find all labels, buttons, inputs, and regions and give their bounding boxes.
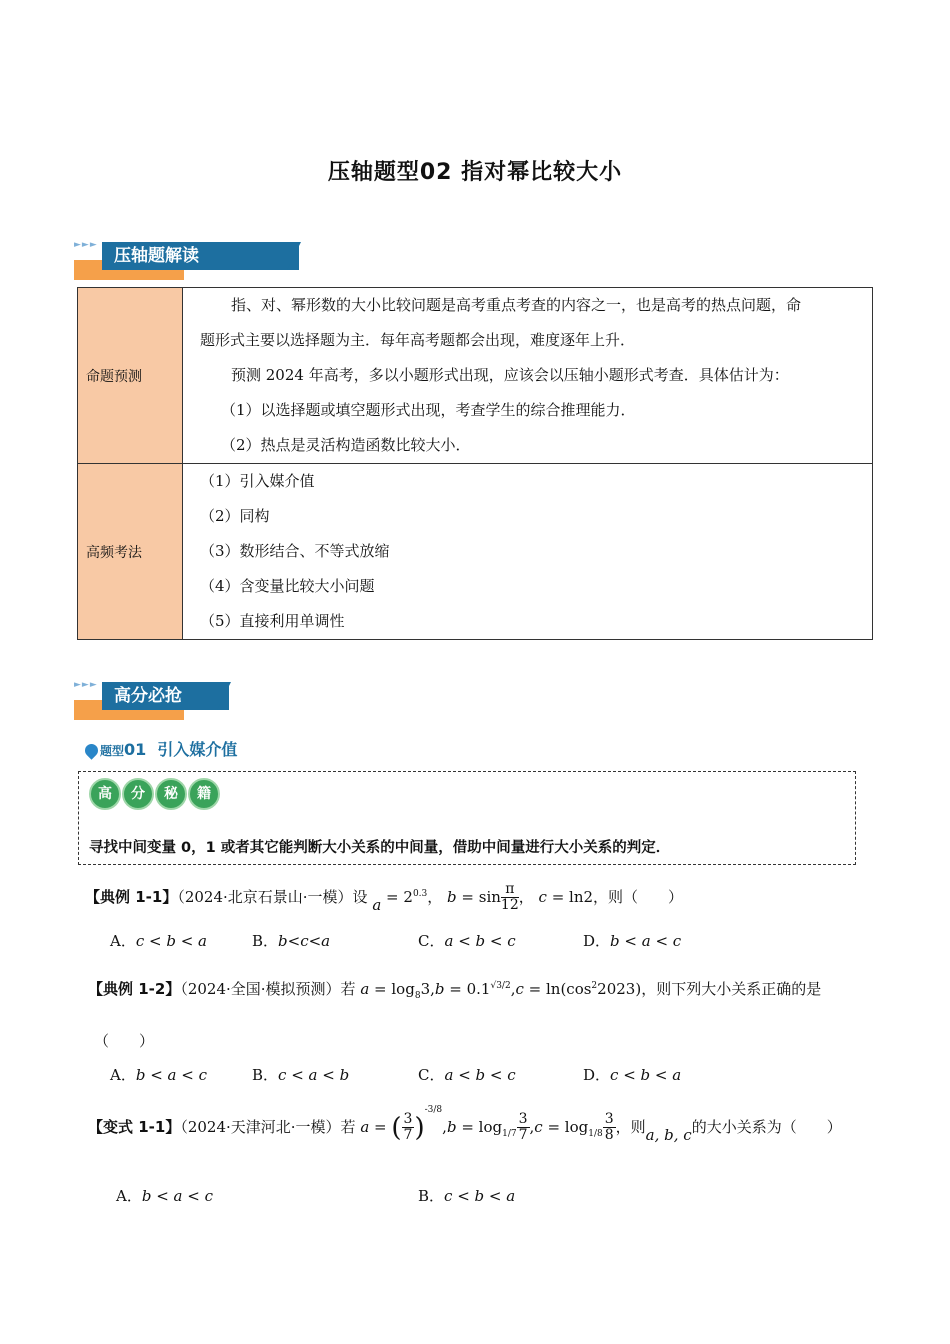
- option-c[interactable]: C．a < b < c: [418, 932, 516, 950]
- arrow-dots-icon: ►►►: [74, 680, 98, 690]
- option-d[interactable]: D．b < a < c: [583, 932, 682, 950]
- table-line: （2）热点是灵活构造函数比较大小．: [221, 436, 471, 454]
- option-b[interactable]: B．c < a < b: [252, 1066, 350, 1084]
- badge: 秘: [155, 778, 187, 810]
- option-a[interactable]: A．b < a < c: [116, 1187, 213, 1205]
- example-1-2: 【典例 1-2】（2024·全国·模拟预测）若 $a = \log_83,b = 0.1^{√3/2},c = \ln(\cos^22023)$，则下列大小关系正确的是: [88, 980, 822, 1001]
- tip-text: 寻找中间变量 0，1 或者其它能判断大小关系的中间量，借助中间量进行大小关系的判定．: [89, 840, 671, 856]
- row-head: 高频考法: [78, 464, 183, 640]
- table-line: （1）引入媒介值: [200, 472, 315, 490]
- map-pin-icon: [82, 741, 100, 759]
- type-heading: 题型01 引入媒介值: [85, 737, 237, 760]
- section-banner-high-score: ►►► 高分必抢: [74, 680, 224, 720]
- badge: 籍: [188, 778, 220, 810]
- prediction-table: [77, 287, 873, 640]
- table-line: （5）直接利用单调性: [200, 612, 345, 630]
- table-line: （1）以选择题或填空题形式出现，考查学生的综合推理能力．: [221, 401, 636, 419]
- page-title: 压轴题型02 指对幂比较大小: [327, 160, 623, 185]
- badge: 高: [89, 778, 121, 810]
- arrow-dots-icon: ►►►: [74, 240, 98, 250]
- section-banner-interpretation: ►►► 压轴题解读: [74, 240, 234, 280]
- option-a[interactable]: A．c < b < a: [110, 932, 207, 950]
- paren: （ ）: [94, 1032, 155, 1050]
- option-b[interactable]: B．b<c<a: [252, 932, 331, 950]
- option-a[interactable]: A．b < a < c: [110, 1066, 207, 1084]
- option-d[interactable]: D．c < b < a: [583, 1066, 682, 1084]
- table-line: 预测 2024 年高考，多以小题形式出现，应该会以压轴小题形式考查．具体估计为：: [231, 366, 789, 384]
- tip-box: [78, 771, 856, 865]
- badge: 分: [122, 778, 154, 810]
- option-b[interactable]: B．c < b < a: [418, 1187, 516, 1205]
- table-line: 指、对、幂形数的大小比较问题是高考重点考查的内容之一，也是高考的热点问题，命: [231, 296, 802, 314]
- table-row: [78, 288, 873, 464]
- table-line: （4）含变量比较大小问题: [200, 577, 375, 595]
- table-line: 题形式主要以选择题为主．每年高考题都会出现，难度逐年上升．: [200, 331, 636, 349]
- row-head: 命题预测: [78, 288, 183, 464]
- table-row: [78, 464, 873, 640]
- option-c[interactable]: C．a < b < c: [418, 1066, 516, 1084]
- table-line: （2）同构: [200, 507, 270, 525]
- table-line: （3）数形结合、不等式放缩: [200, 542, 390, 560]
- variant-1-1: 【变式 1-1】（2024·天津河北·一模）若 a = ( $\frac{3}{7}$ )$^{-3/8},b = \log_{1/7}$ $\frac{3}{7}$ $,c = \log_{1/8}$ $\frac{3}{8}$ ，则a, b, c的大小关系为（ ）: [88, 1104, 842, 1144]
- example-1-1: 【典例 1-1】（2024·北京石景山·一模）设 $a = 2^{0.3}$， b = sin $\frac{\pi}{12}$ ， c = ln2，则（ ）: [85, 881, 684, 914]
